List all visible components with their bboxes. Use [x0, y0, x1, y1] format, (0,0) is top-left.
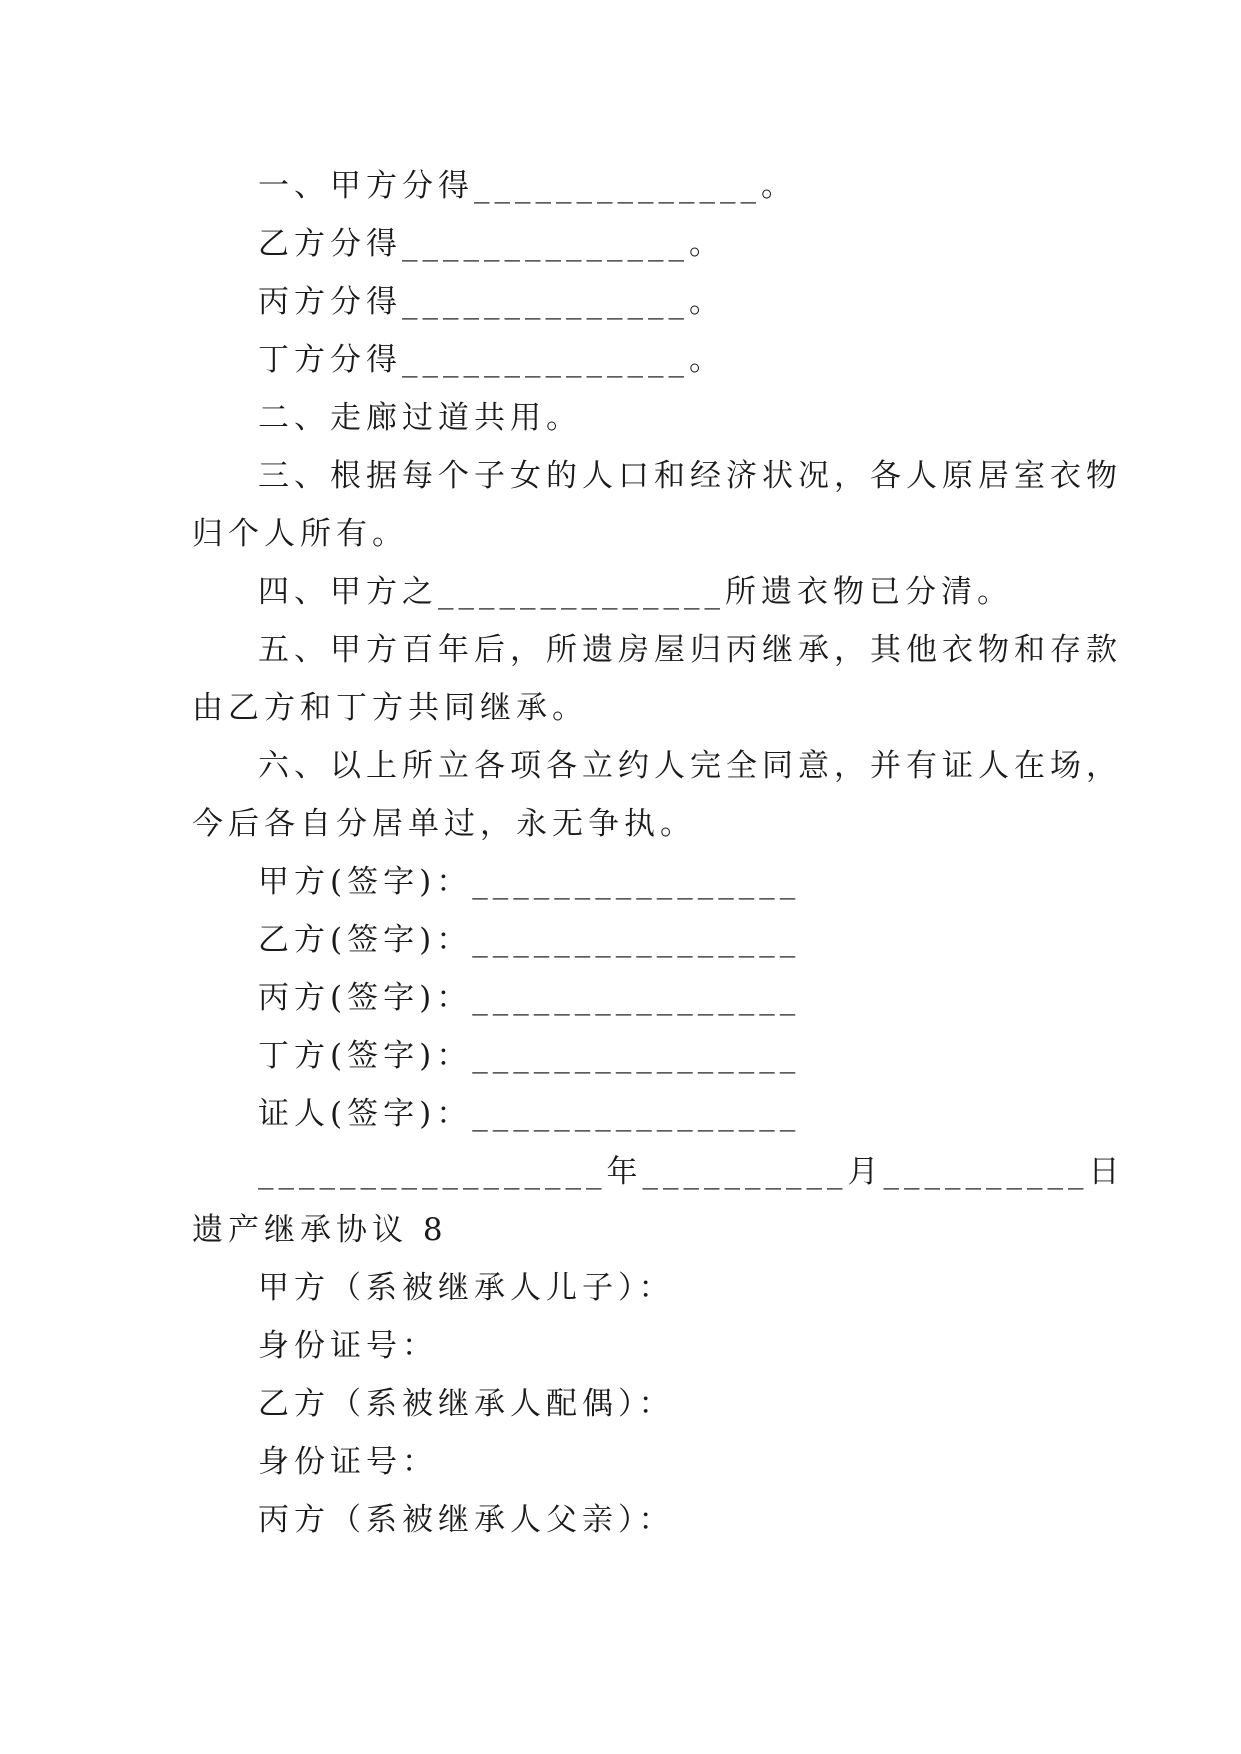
party-b-id-number: 身份证号： — [258, 1444, 438, 1480]
clause-6-line-1: 六、以上所立各项各立约人完全同意，并有证人在场， — [258, 748, 1122, 784]
party-d-share: 丁方分得______________。 — [258, 342, 725, 378]
clause-6-line-2: 今后各自分居单过，永无争执。 — [192, 806, 696, 842]
party-b-share: 乙方分得______________。 — [258, 226, 725, 262]
date-line: _________________年__________月__________日 — [258, 1154, 1125, 1190]
signature-party-b: 乙方(签字)：________________ — [258, 922, 801, 958]
signature-party-a: 甲方(签字)：________________ — [258, 864, 801, 900]
signature-party-c: 丙方(签字)：________________ — [258, 980, 801, 1016]
clause-5-line-2: 由乙方和丁方共同继承。 — [192, 690, 588, 726]
party-c-share: 丙方分得______________。 — [258, 284, 725, 320]
party-a-id-number: 身份证号： — [258, 1328, 438, 1364]
signature-witness: 证人(签字)：________________ — [258, 1096, 801, 1132]
party-b-info: 乙方（系被继承人配偶）： — [258, 1386, 675, 1422]
clause-1-party-a-share: 一、甲方分得______________。 — [258, 168, 797, 204]
clause-4: 四、甲方之______________所遗衣物已分清。 — [258, 574, 1013, 610]
clause-3-line-2: 归个人所有。 — [192, 516, 408, 552]
section-title: 遗产继承协议 8 — [192, 1212, 448, 1248]
clause-5-line-1: 五、甲方百年后，所遗房屋归丙继承，其他衣物和存款 — [258, 632, 1122, 668]
clause-3-line-1: 三、根据每个子女的人口和经济状况，各人原居室衣物 — [258, 458, 1122, 494]
clause-2: 二、走廊过道共用。 — [258, 400, 582, 436]
party-c-info: 丙方（系被继承人父亲）： — [258, 1502, 675, 1538]
signature-party-d: 丁方(签字)：________________ — [258, 1038, 801, 1074]
party-a-info: 甲方（系被继承人儿子）： — [258, 1270, 675, 1306]
